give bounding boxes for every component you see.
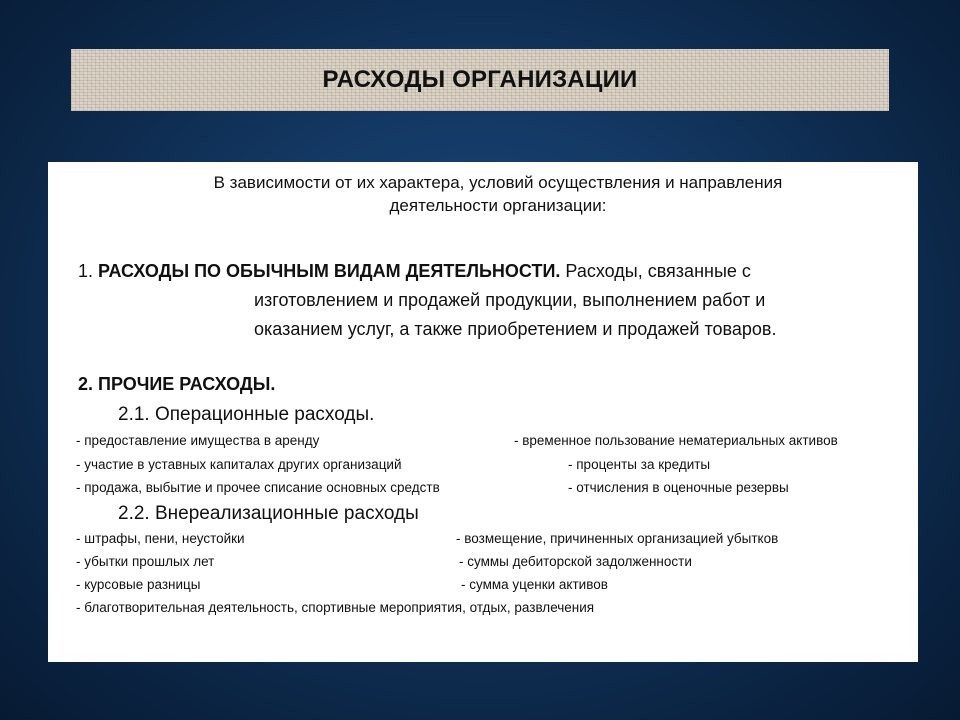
operating-item-left: - участие в уставных капиталах других организаций (76, 457, 402, 472)
nonoperating-item-right: - сумма уценки активов (461, 577, 608, 592)
intro-text (48, 171, 918, 217)
nonoperating-item-left: - благотворительная деятельность, спортивные мероприятия, отдых, развлечения (76, 600, 595, 615)
section2-heading: 2. ПРОЧИЕ РАСХОДЫ. (78, 374, 276, 394)
section1-line-3: оказанием услуг, а также приобретением и продажей товаров. (254, 319, 777, 339)
slide-title: РАСХОДЫ ОРГАНИЗАЦИИ (322, 66, 638, 93)
section1-line-2: изготовлением и продажей продукции, выполнением работ и (254, 290, 766, 310)
operating-item-right: - проценты за кредиты (568, 457, 711, 472)
operating-item-left: - продажа, выбытие и прочее списание основных средств (76, 480, 440, 495)
subsection-operating-title: 2.1. Операционные расходы. (118, 404, 375, 425)
operating-item-right: - отчисления в оценочные резервы (568, 480, 789, 495)
nonoperating-item-left: - курсовые разницы (76, 577, 201, 592)
section1-heading: РАСХОДЫ ПО ОБЫЧНЫМ ВИДАМ ДЕЯТЕЛЬНОСТИ. (98, 261, 561, 281)
operating-item-right: - временное пользование нематериальных активов (514, 433, 838, 448)
intro-line-2: деятельности организации: (389, 196, 607, 215)
title-banner (71, 49, 889, 111)
content-panel (48, 162, 918, 662)
intro-line-1: В зависимости от их характера, условий осуществления и направления (213, 173, 783, 192)
nonoperating-item-left: - убытки прошлых лет (76, 554, 215, 569)
nonoperating-item-right: - суммы дебиторской задолженности (459, 554, 692, 569)
section1-lead: Расходы, связанные с (565, 261, 751, 281)
subsection-nonoperating-title: 2.2. Внереализационные расходы (118, 503, 419, 524)
nonoperating-item-left: - штрафы, пени, неустойки (76, 531, 245, 546)
section-ordinary-expenses (78, 257, 908, 344)
section1-number: 1. (78, 261, 94, 281)
operating-item-left: - предоставление имущества в аренду (76, 433, 320, 448)
nonoperating-item-right: - возмещение, причиненных организацией убытков (456, 531, 779, 546)
